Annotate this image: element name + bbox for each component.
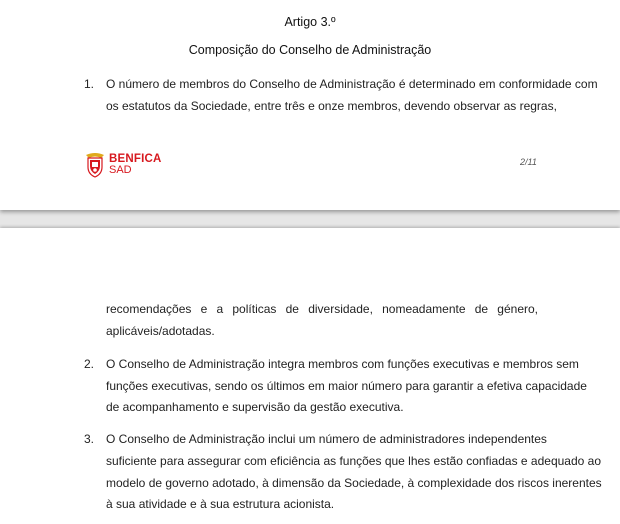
logo-wordmark-benfica: BENFICA	[109, 153, 162, 165]
item-2-line-1: O Conselho de Administração integra membros com funções executivas e membros sem	[106, 357, 579, 371]
logo-wordmark-sad: SAD	[109, 164, 132, 176]
item-2-line-2: funções executivas, sendo os últimos em maior número para garantir a efetiva capacidade	[106, 379, 587, 393]
document-page-lower	[0, 228, 620, 524]
item-3-line-1: O Conselho de Administração inclui um número de administradores independentes	[106, 432, 547, 446]
article-subtitle: Composição do Conselho de Administração	[188, 43, 432, 57]
item-number-1: 1.	[84, 77, 95, 91]
item-3-line-4: à sua atividade e à sua estrutura acionista.	[106, 497, 335, 511]
item-number-2: 2.	[84, 357, 95, 371]
benfica-sad-logo	[84, 152, 164, 178]
item-number-3: 3.	[84, 432, 95, 446]
item-1-line-1: O número de membros do Conselho de Administração é determinado em conformidade com	[106, 77, 598, 91]
benfica-eagle-crest-icon	[84, 152, 106, 178]
item-3-line-3: modelo de governo adotado, à dimensão da Sociedade, à complexidade dos riscos inerentes	[106, 476, 602, 490]
item-1-line-3: recomendações e a políticas de diversidade, nomeadamente de género,	[106, 302, 538, 316]
item-2-line-3: de acompanhamento e supervisão da gestão executiva.	[106, 400, 404, 414]
document-page-upper	[0, 0, 620, 210]
item-1-line-4: aplicáveis/adotadas.	[106, 324, 215, 338]
page-number: 2/11	[520, 157, 537, 167]
item-1-line-2: os estatutos da Sociedade, entre três e onze membros, devendo observar as regras,	[106, 99, 557, 113]
page-separator	[0, 210, 620, 228]
article-title: Artigo 3.º	[284, 15, 336, 29]
item-3-line-2: suficiente para assegurar com eficiência as funções que lhes estão confiadas e adequado ao	[106, 454, 601, 468]
